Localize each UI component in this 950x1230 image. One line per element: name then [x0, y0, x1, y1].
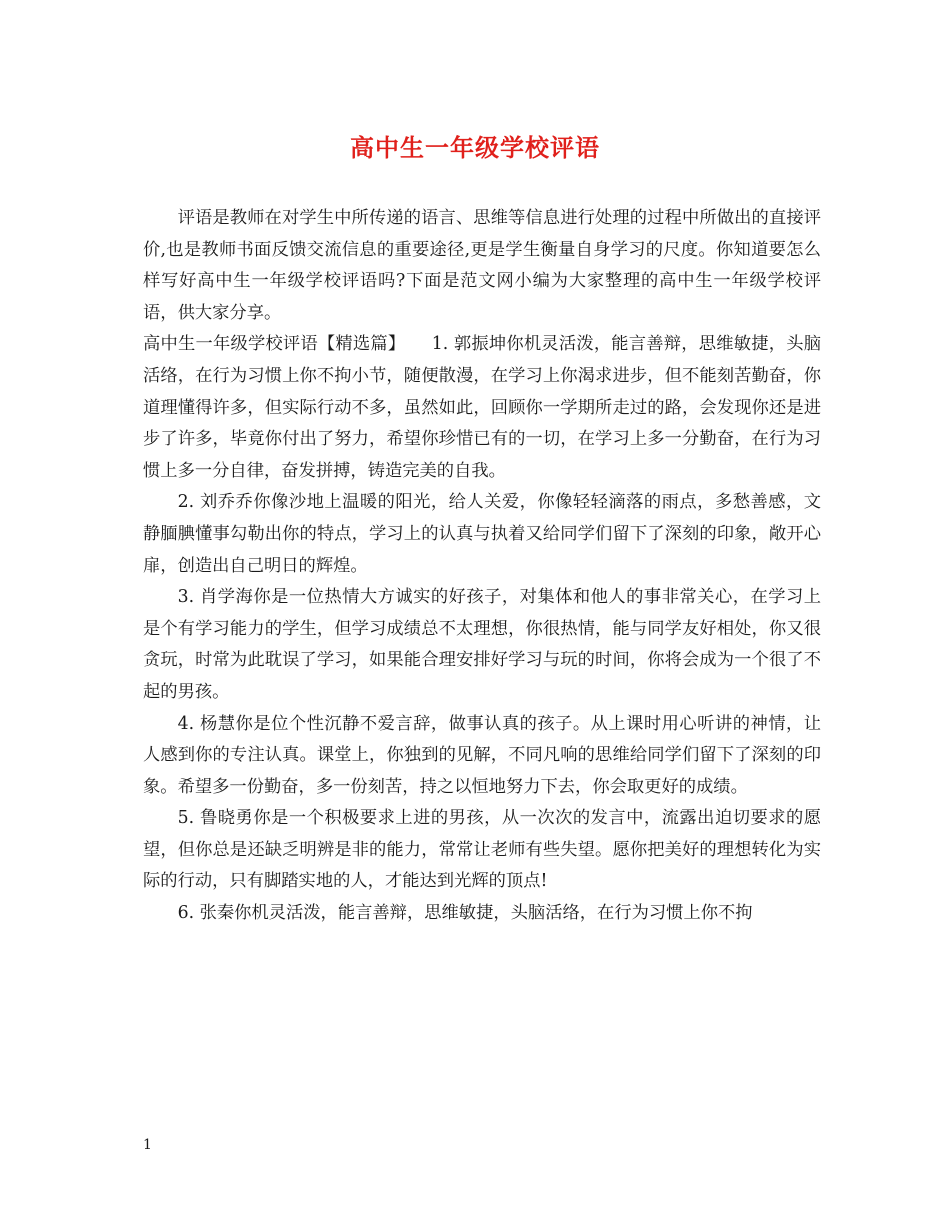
- page-number: 1: [143, 1137, 152, 1153]
- document-title: 高中生一年级学校评语: [350, 133, 600, 162]
- comment-paragraph-6: 6. 张秦你机灵活泼，能言善辩，思维敏捷，头脑活络，在行为习惯上你不拘: [177, 903, 753, 924]
- intro-paragraph: 评语是教师在对学生中所传递的语言、思维等信息进行处理的过程中所做出的直接评价,也是教师书面反馈交流信息的重要途径,更是学生衡量自身学习的尺度。你知道要怎么样写好高中生一年级学校评语吗?下面是范文网小编为大家整理的高中生一年级学校评语，供大家分享。: [143, 208, 821, 323]
- document-body: [143, 203, 821, 930]
- comment-paragraph-4: 4. 杨慧你是位个性沉静不爱言辞，做事认真的孩子。从上课时用心听讲的神情，让人感到你的专注认真。课堂上，你独到的见解，不同凡响的思维给同学们留下了深刻的印象。希望多一份勤奋，多一份刻苦，持之以恒地努力下去，你会取更好的成绩。: [143, 713, 821, 797]
- comment-paragraph-5: 5. 鲁晓勇你是一个积极要求上进的男孩，从一次次的发言中，流露出迫切要求的愿望，但你总是还缺乏明辨是非的能力，常常让老师有些失望。愿你把美好的理想转化为实际的行动，只有脚踏实地的人，才能达到光辉的顶点!: [143, 808, 821, 892]
- comment-paragraph-1: 高中生一年级学校评语【精选篇】 1. 郭振坤你机灵活泼，能言善辩，思维敏捷，头脑活络，在行为习惯上你不拘小节，随便散漫，在学习上你渴求进步，但不能刻苦勤奋，你道理懂得许多，但实际行动不多，虽然如此，回顾你一学期所走过的路，会发现你还是进步了许多，毕竟你付出了努力，希望你珍惜已有的一切，在学习上多一分勤奋，在行为习惯上多一分自律，奋发拼搏，铸造完美的自我。: [143, 334, 821, 481]
- comment-paragraph-3: 3. 肖学海你是一位热情大方诚实的好孩子，对集体和他人的事非常关心，在学习上是个有学习能力的学生，但学习成绩总不太理想，你很热情，能与同学友好相处，你又很贪玩，时常为此耽误了学习，如果能合理安排好学习与玩的时间，你将会成为一个很了不起的男孩。: [143, 587, 821, 702]
- comment-paragraph-2: 2. 刘乔乔你像沙地上温暖的阳光，给人关爱，你像轻轻滴落的雨点，多愁善感，文静腼腆懂事勾勒出你的特点，学习上的认真与执着又给同学们留下了深刻的印象，敞开心扉，创造出自己明日的辉煌。: [143, 492, 821, 576]
